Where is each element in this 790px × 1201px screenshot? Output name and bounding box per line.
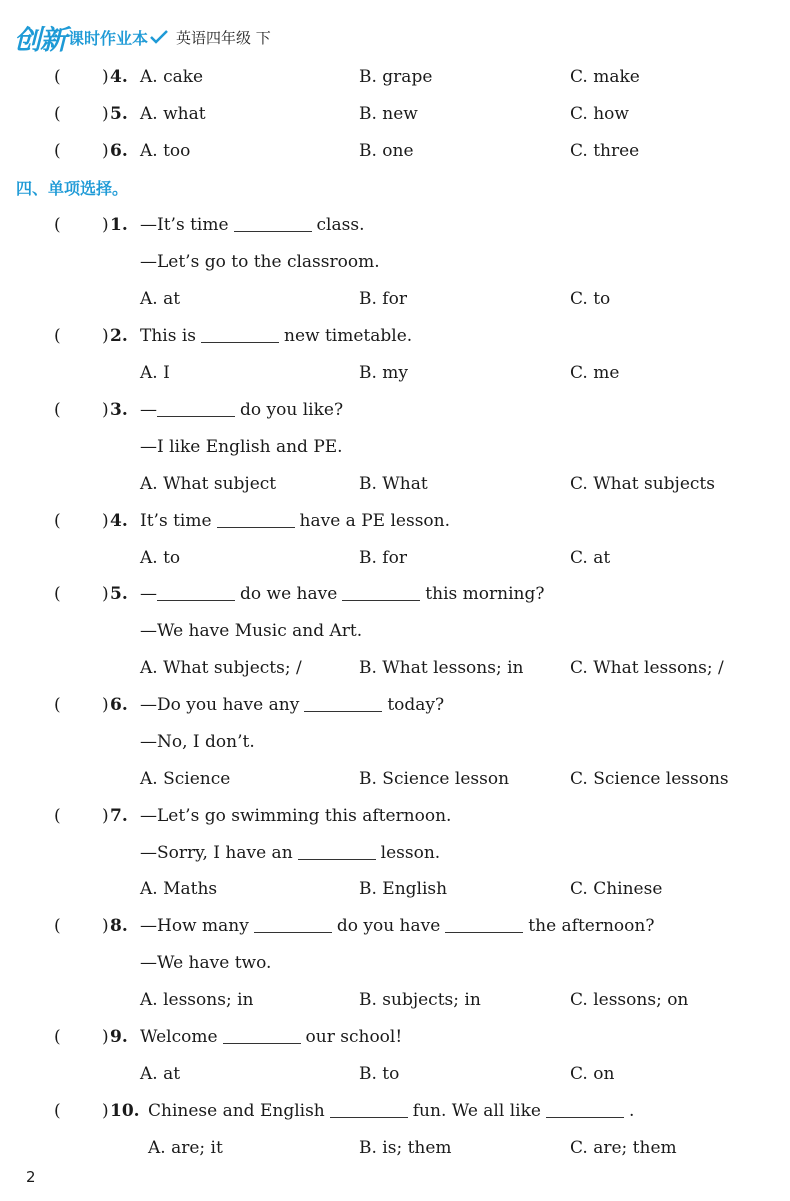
option-a: A. lessons; in [140, 990, 254, 1010]
answer-paren-close: ) [102, 400, 109, 420]
question-number: 9. [110, 1027, 128, 1047]
stem-text: —How many [140, 916, 249, 936]
option-b: B. for [359, 289, 407, 309]
stem-text: —We have two. [140, 953, 272, 973]
answer-paren-open[interactable]: ( [54, 511, 61, 531]
answer-paren-open[interactable]: ( [54, 806, 61, 826]
stem-text: — [140, 400, 157, 420]
stem-text: do you like? [240, 400, 344, 420]
option-b: B. new [359, 104, 418, 124]
stem-text: our school! [305, 1027, 403, 1047]
stem-text: Welcome [140, 1027, 218, 1047]
option-a: A. What subject [140, 474, 277, 494]
option-c: C. Chinese [570, 879, 663, 899]
section-title: 四、单项选择。 [16, 179, 129, 198]
option-c: C. on [570, 1064, 615, 1084]
answer-paren-open[interactable]: ( [54, 1101, 61, 1121]
stem-text: the afternoon? [528, 916, 655, 936]
answer-blank[interactable] [201, 325, 279, 343]
stem-text: new timetable. [284, 326, 413, 346]
stem-text: do we have [240, 584, 338, 604]
grade-label: 英语四年级 下 [176, 28, 271, 47]
option-a: A. I [140, 363, 170, 383]
stem-text: today? [387, 695, 445, 715]
page-number: 2 [26, 1168, 36, 1186]
stem-text: do you have [336, 916, 441, 936]
stem-text: —Let’s go swimming this afternoon. [140, 806, 452, 826]
option-c: C. how [570, 104, 629, 124]
stem-text: —Let’s go to the classroom. [140, 252, 380, 272]
option-b: B. grape [359, 67, 433, 87]
answer-blank[interactable] [157, 399, 235, 417]
option-c: C. lessons; on [570, 990, 689, 1010]
answer-blank[interactable] [157, 583, 235, 601]
question-number: 1. [110, 215, 128, 235]
answer-paren-open[interactable]: ( [54, 326, 61, 346]
page-header [14, 22, 271, 56]
stem-text: —I like English and PE. [140, 437, 343, 457]
stem-text: —Sorry, I have an [140, 843, 293, 863]
answer-blank[interactable] [217, 510, 295, 528]
option-b: B. subjects; in [359, 990, 481, 1010]
option-c: C. are; them [570, 1138, 677, 1158]
answer-paren-open[interactable]: ( [54, 1027, 61, 1047]
question-number: 5. [110, 584, 128, 604]
answer-blank[interactable] [546, 1100, 624, 1118]
stem-text: It’s time [140, 511, 212, 531]
question-number: 8. [110, 916, 128, 936]
answer-paren-open[interactable]: ( [54, 695, 61, 715]
answer-paren-close: ) [102, 916, 109, 936]
answer-paren-close: ) [102, 1101, 109, 1121]
stem-text: have a PE lesson. [299, 511, 451, 531]
answer-paren-close: ) [102, 67, 109, 87]
question-number: 4. [110, 67, 128, 87]
option-c: C. three [570, 141, 640, 161]
option-c: C. to [570, 289, 611, 309]
answer-paren-open[interactable]: ( [54, 215, 61, 235]
question-number: 6. [110, 141, 128, 161]
option-a: A. Science [140, 769, 231, 789]
check-swoosh-icon [150, 30, 168, 44]
answer-paren-open[interactable]: ( [54, 141, 61, 161]
stem-text: Chinese and English [148, 1101, 325, 1121]
stem-text: class. [316, 215, 365, 235]
answer-paren-open[interactable]: ( [54, 67, 61, 87]
option-b: B. What [359, 474, 428, 494]
answer-blank[interactable] [234, 214, 312, 232]
brand-logo: 创新 [14, 24, 66, 56]
stem-text: . [628, 1101, 635, 1121]
stem-text: lesson. [380, 843, 441, 863]
stem-text: fun. We all like [412, 1101, 541, 1121]
option-c: C. make [570, 67, 640, 87]
question-number: 7. [110, 806, 128, 826]
answer-blank[interactable] [445, 915, 523, 933]
answer-paren-close: ) [102, 326, 109, 346]
stem-text: —No, I don’t. [140, 732, 255, 752]
option-b: B. my [359, 363, 409, 383]
question-number: 4. [110, 511, 128, 531]
answer-paren-close: ) [102, 806, 109, 826]
option-c: C. Science lessons [570, 769, 729, 789]
question-number: 3. [110, 400, 128, 420]
answer-blank[interactable] [223, 1026, 301, 1044]
option-a: A. at [140, 289, 181, 309]
option-a: A. what [140, 104, 206, 124]
option-c: C. at [570, 548, 611, 568]
option-b: B. to [359, 1064, 400, 1084]
answer-paren-open[interactable]: ( [54, 104, 61, 124]
answer-blank[interactable] [330, 1100, 408, 1118]
option-a: A. What subjects; / [140, 658, 302, 678]
option-a: A. too [140, 141, 191, 161]
question-number: 2. [110, 326, 128, 346]
answer-paren-open[interactable]: ( [54, 584, 61, 604]
answer-paren-open[interactable]: ( [54, 916, 61, 936]
option-b: B. for [359, 548, 407, 568]
answer-paren-close: ) [102, 1027, 109, 1047]
answer-paren-close: ) [102, 511, 109, 531]
answer-paren-close: ) [102, 141, 109, 161]
answer-blank[interactable] [304, 694, 382, 712]
stem-text: this morning? [425, 584, 545, 604]
option-b: B. English [359, 879, 448, 899]
option-c: C. What lessons; / [570, 658, 724, 678]
option-c: C. me [570, 363, 620, 383]
option-b: B. is; them [359, 1138, 452, 1158]
option-a: A. cake [140, 67, 204, 87]
option-c: C. What subjects [570, 474, 715, 494]
option-b: B. one [359, 141, 414, 161]
stem-text: — [140, 584, 157, 604]
stem-text: —It’s time [140, 215, 229, 235]
answer-blank[interactable] [298, 842, 376, 860]
answer-blank[interactable] [342, 583, 420, 601]
brand-subtitle: 课时作业本 [68, 28, 149, 48]
answer-paren-close: ) [102, 215, 109, 235]
answer-blank[interactable] [254, 915, 332, 933]
answer-paren-open[interactable]: ( [54, 400, 61, 420]
answer-paren-close: ) [102, 104, 109, 124]
answer-paren-close: ) [102, 584, 109, 604]
option-b: B. Science lesson [359, 769, 510, 789]
option-a: A. at [140, 1064, 181, 1084]
question-number: 6. [110, 695, 128, 715]
option-a: A. to [140, 548, 181, 568]
stem-text: —Do you have any [140, 695, 300, 715]
answer-paren-close: ) [102, 695, 109, 715]
option-a: A. Maths [140, 879, 218, 899]
option-b: B. What lessons; in [359, 658, 524, 678]
question-number: 10. [110, 1101, 140, 1121]
stem-text: —We have Music and Art. [140, 621, 363, 641]
option-a: A. are; it [148, 1138, 223, 1158]
question-number: 5. [110, 104, 128, 124]
stem-text: This is [140, 326, 197, 346]
